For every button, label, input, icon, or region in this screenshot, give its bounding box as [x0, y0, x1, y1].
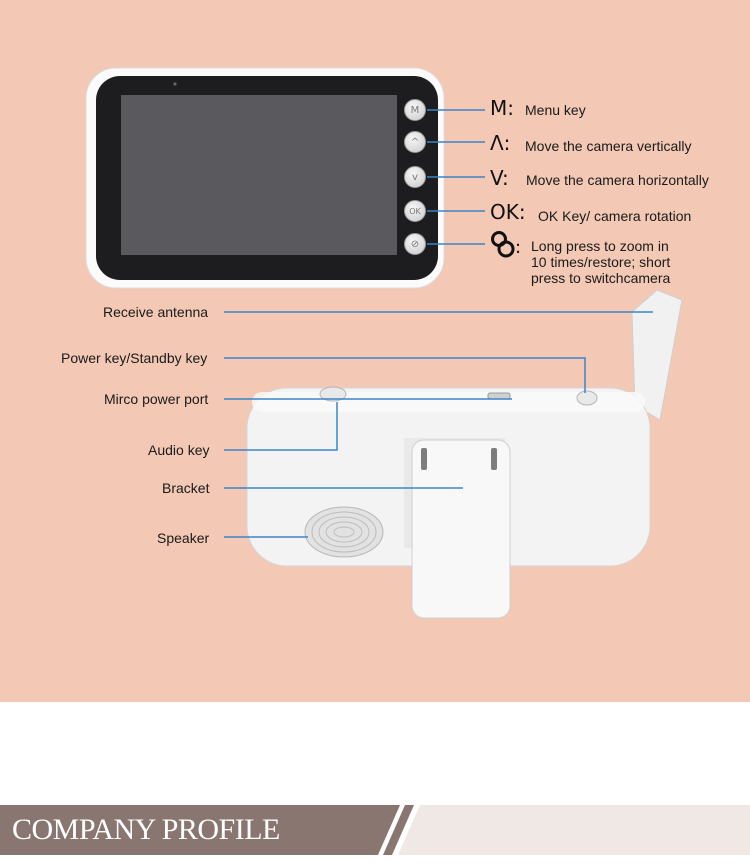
- vertical-key-label: Move the camera vertically: [525, 138, 692, 154]
- zoom-key-symbol-icon: [489, 231, 521, 259]
- bracket-label: Bracket: [162, 480, 210, 496]
- zoom-button-icon: ⊘: [404, 233, 426, 255]
- menu-key-symbol: M:: [490, 96, 514, 120]
- monitor-screen: [121, 95, 397, 255]
- power-key-shape: [577, 391, 597, 405]
- menu-key-label: Menu key: [525, 102, 586, 118]
- horizontal-key-label: Move the camera horizontally: [526, 172, 709, 188]
- micro-usb-port: [488, 393, 510, 399]
- company-profile-title: COMPANY PROFILE: [12, 813, 280, 846]
- power-key-label: Power key/Standby key: [61, 350, 208, 366]
- ok-key-label: OK Key/ camera rotation: [538, 208, 692, 224]
- down-button-icon: v: [404, 166, 426, 188]
- front-camera-dot: [173, 82, 176, 85]
- menu-button-icon: M: [404, 99, 426, 121]
- vertical-key-symbol: Λ:: [490, 131, 511, 155]
- svg-text::: :: [515, 237, 521, 258]
- speaker-label: Speaker: [157, 530, 210, 546]
- zoom-key-label-line-1: Long press to zoom in: [531, 238, 669, 254]
- micro-power-port-label: Mirco power port: [104, 391, 209, 407]
- horizontal-key-symbol: V:: [490, 166, 509, 190]
- ok-key-symbol: OK:: [490, 200, 526, 224]
- audio-key-label: Audio key: [148, 442, 210, 458]
- ok-button-icon: OK: [404, 200, 426, 222]
- zoom-key-label-line-3: press to switchcamera: [531, 270, 671, 286]
- receive-antenna-label: Receive antenna: [103, 304, 209, 320]
- zoom-key-label-line-2: 10 times/restore; short: [531, 254, 671, 270]
- speaker-grill: [305, 507, 383, 557]
- up-button-icon: ^: [404, 131, 426, 153]
